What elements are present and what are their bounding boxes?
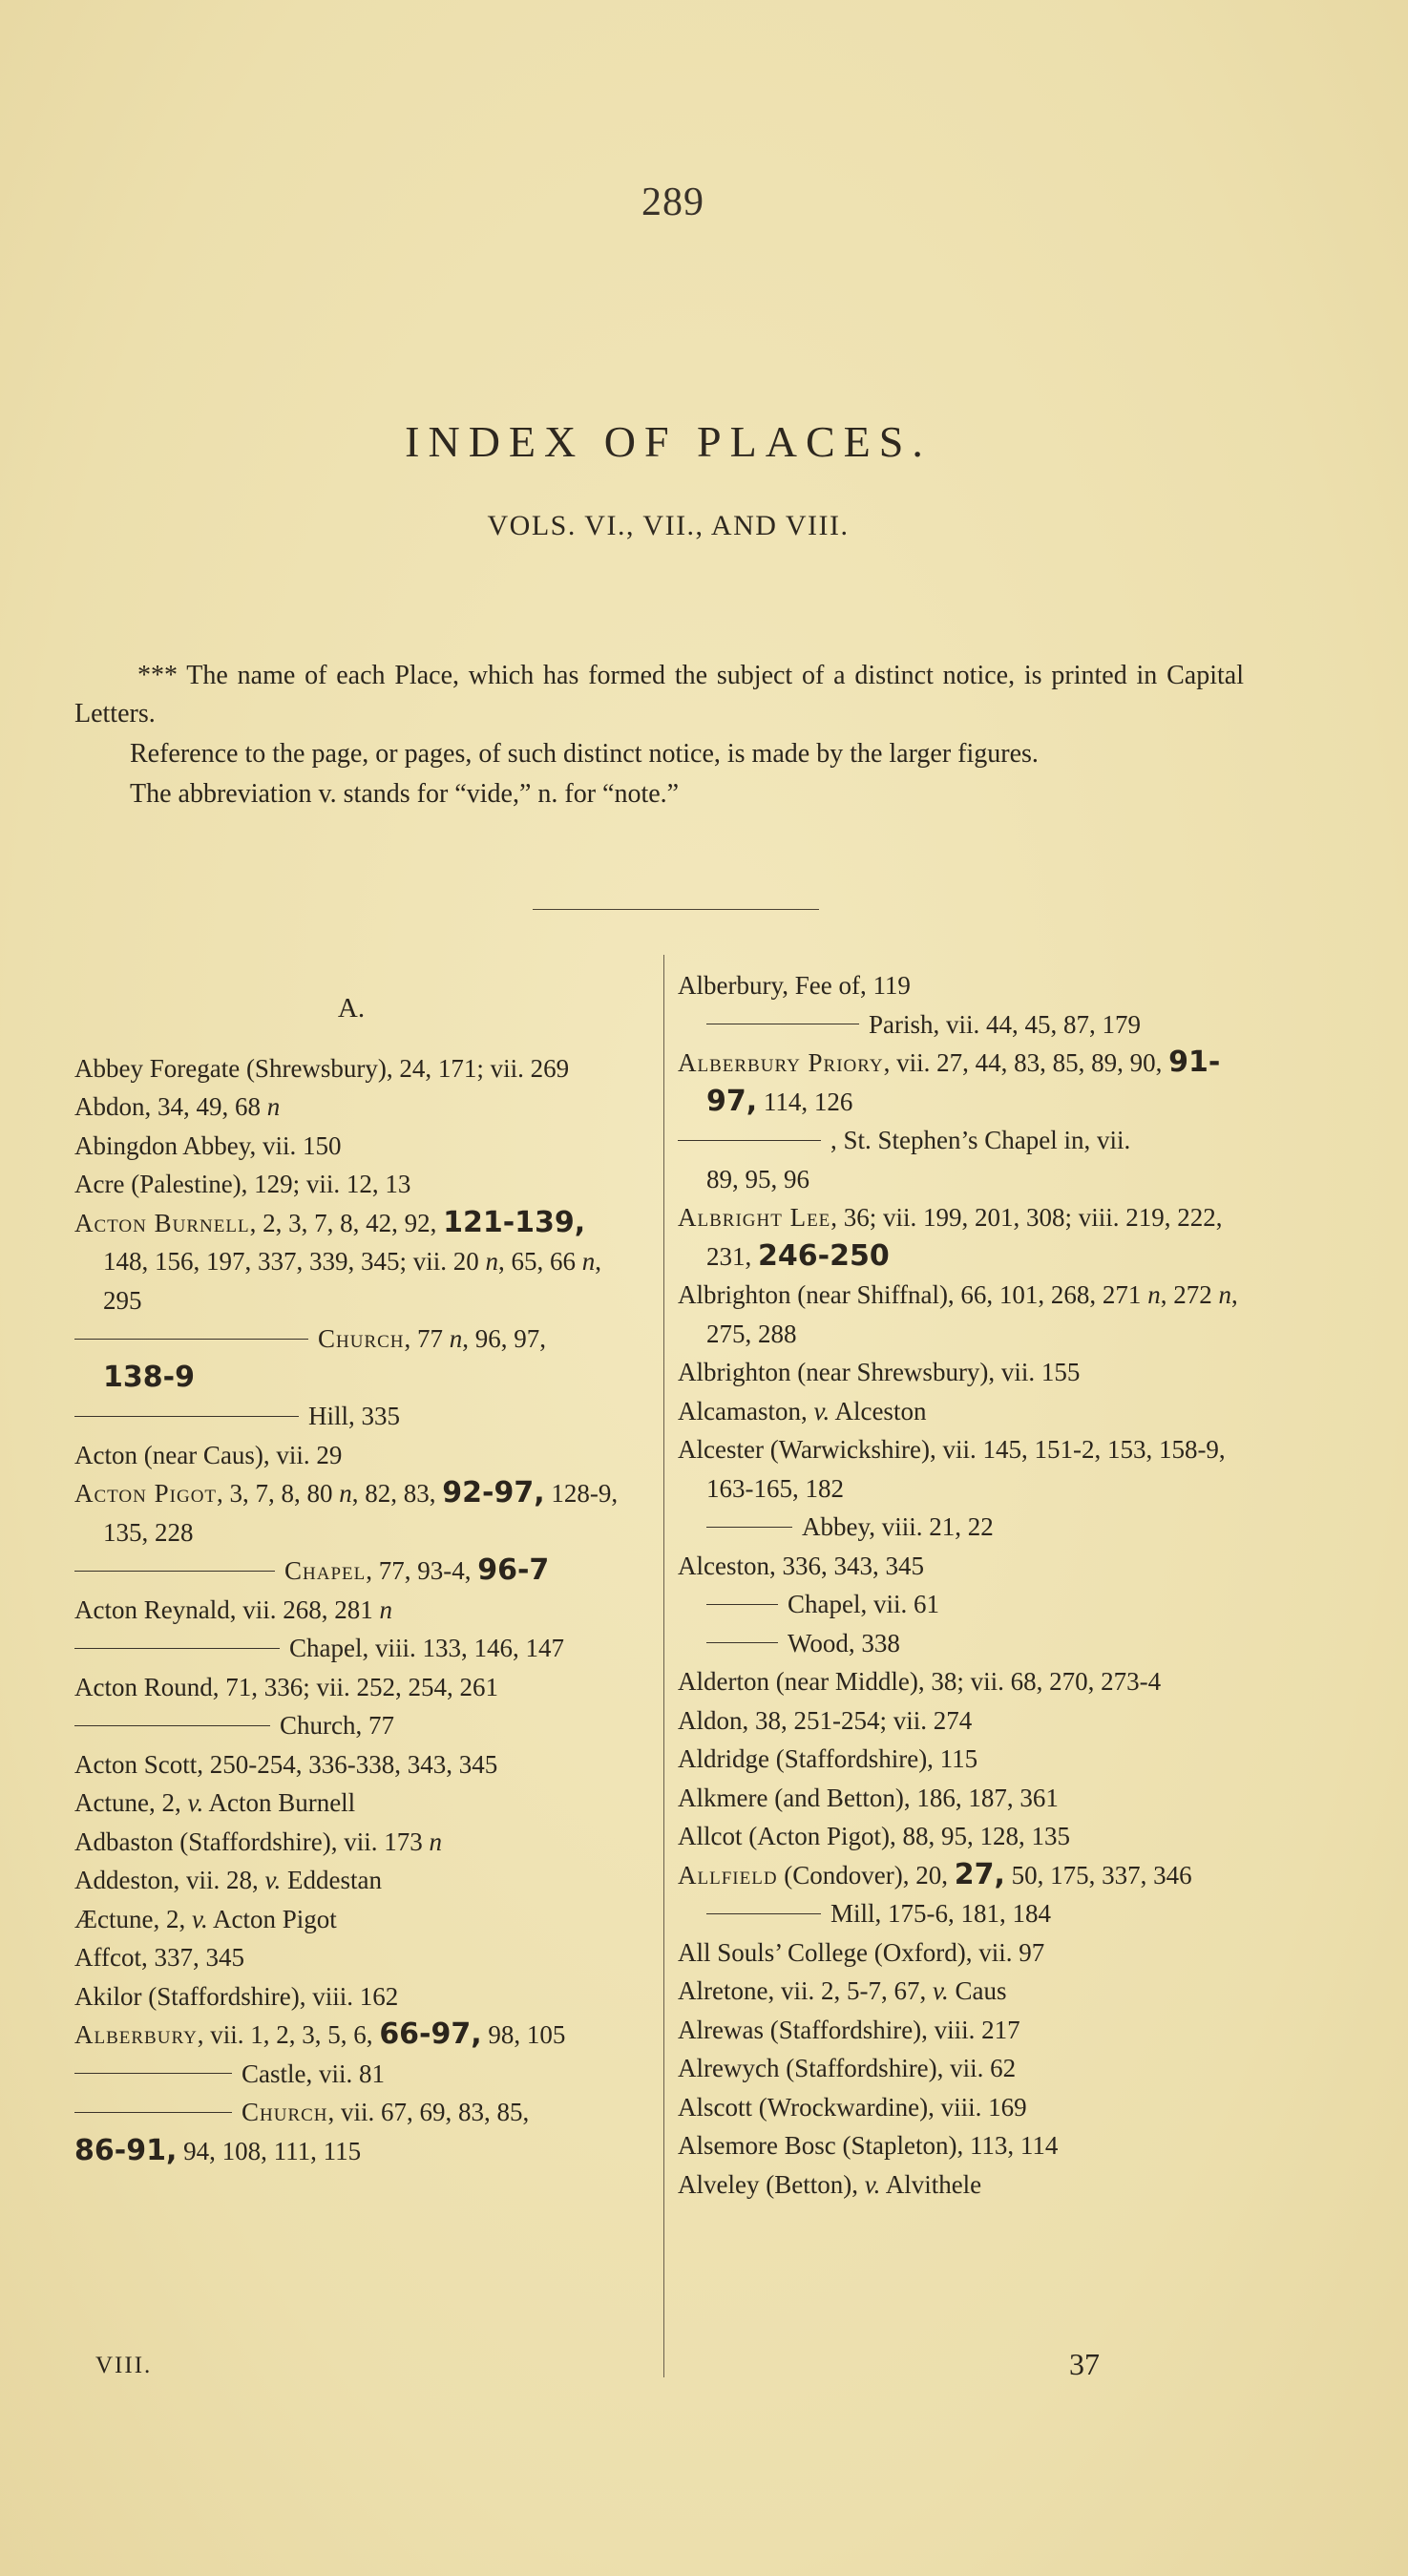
index-entry: Alberbury Priory, vii. 27, 44, 83, 85, 89, 90, 91-97, 114, 126: [678, 1045, 1221, 1118]
section-rule: [533, 909, 819, 910]
index-entry: Acton Scott, 250-254, 336-338, 343, 345: [74, 1749, 498, 1779]
index-sub-entry: Mill, 175-6, 181, 184: [678, 1894, 1241, 1933]
index-column-left: [74, 976, 628, 2170]
index-entry: Acton Burnell, 2, 3, 7, 8, 42, 92, 121-139, 148, 156, 197, 337, 339, 345; vii. 20 n, 65, 66 n, 295: [74, 1205, 602, 1315]
index-sub-entry: Hill, 335: [74, 1397, 628, 1436]
page-subtitle: VOLS. VI., VII., AND VIII.: [487, 510, 850, 541]
intro-note-3: The abbreviation v. stands for “vide,” n. for “note.”: [130, 779, 680, 809]
index-entry: Abingdon Abbey, vii. 150: [74, 1130, 342, 1160]
index-entry: Alcamaston, v. Alceston: [678, 1396, 927, 1425]
index-entry: Alveley (Betton), v. Alvithele: [678, 2169, 982, 2199]
index-entry: Alceston, 336, 343, 345: [678, 1551, 924, 1580]
index-entry: Acton (near Caus), vii. 29: [74, 1440, 343, 1469]
index-entry: Alkmere (and Betton), 186, 187, 361: [678, 1783, 1059, 1812]
index-column-right: [678, 966, 1241, 2204]
index-entry: 138-9: [103, 1360, 195, 1394]
index-entry: Alberbury, vii. 1, 2, 3, 5, 6, 66-97, 98, 105: [74, 2017, 566, 2051]
index-entry: Albrighton (near Shiffnal), 66, 101, 268, 271 n, 272 n, 275, 288: [678, 1280, 1238, 1348]
index-sub-entry: Chapel, viii. 133, 146, 147: [74, 1629, 628, 1668]
index-sub-entry: Chapel, 77, 93-4, 96-7: [74, 1552, 628, 1591]
index-entry: Aldridge (Staffordshire), 115: [678, 1744, 978, 1773]
signature-mark: VIII.: [95, 2353, 153, 2378]
index-entry: Actune, 2, v. Acton Burnell: [74, 1788, 356, 1817]
index-entry: 89, 95, 96: [706, 1164, 809, 1193]
index-sub-entry: Wood, 338: [678, 1624, 1241, 1663]
index-entry: Albrighton (near Shrewsbury), vii. 155: [678, 1358, 1081, 1386]
section-letter: A.: [337, 993, 366, 1024]
index-entry: Alscott (Wrockwardine), viii. 169: [678, 2092, 1027, 2122]
index-sub-entry: Parish, vii. 44, 45, 87, 179: [678, 1005, 1241, 1045]
intro-note-1: *** The name of each Place, which has formed the subject of a distinct notice, is printed in Capital Letters.: [74, 661, 1244, 728]
index-entry: Aldon, 38, 251-254; vii. 274: [678, 1705, 973, 1735]
index-entry: Abdon, 34, 49, 68 n: [74, 1092, 281, 1121]
index-entry: Alcester (Warwickshire), vii. 145, 151-2, 153, 158-9, 163-165, 182: [678, 1435, 1226, 1503]
index-entry: Addeston, vii. 28, v. Eddestan: [74, 1866, 382, 1894]
index-entry: Allcot (Acton Pigot), 88, 95, 128, 135: [678, 1822, 1070, 1850]
index-entry: Abbey Foregate (Shrewsbury), 24, 171; vii. 269: [74, 1053, 570, 1083]
index-entry: Alretone, vii. 2, 5-7, 67, v. Caus: [678, 1976, 1007, 2005]
intro-notes: [74, 657, 1244, 815]
column-divider: [663, 955, 664, 2377]
index-entry: Albright Lee, 36; vii. 199, 201, 308; viii. 219, 222, 231, 246-250: [678, 1203, 1223, 1273]
index-entry: Alrewych (Staffordshire), vii. 62: [678, 2054, 1017, 2082]
index-entry: All Souls’ College (Oxford), vii. 97: [678, 1937, 1045, 1967]
index-entry: Acre (Palestine), 129; vii. 12, 13: [74, 1170, 411, 1198]
intro-note-2: Reference to the page, or pages, of such distinct notice, is made by the larger figures.: [130, 739, 1039, 769]
index-entry: Acton Pigot, 3, 7, 8, 80 n, 82, 83, 92-97, 128-9, 135, 228: [74, 1476, 619, 1547]
index-entry: Alrewas (Staffordshire), viii. 217: [678, 2015, 1020, 2044]
index-sub-entry: Abbey, viii. 21, 22: [678, 1508, 1241, 1547]
index-entry: Adbaston (Staffordshire), vii. 173 n: [74, 1826, 442, 1856]
index-sub-entry: Chapel, vii. 61: [678, 1585, 1241, 1624]
catchword-number: 37: [1069, 2347, 1100, 2381]
index-entry: Affcot, 337, 345: [74, 1943, 244, 1972]
index-sub-entry: Church, 77: [74, 1706, 628, 1745]
index-entry: Alsemore Bosc (Stapleton), 113, 114: [678, 2131, 1059, 2160]
index-entry: Allfield (Condover), 20, 27, 50, 175, 337, 346: [678, 1857, 1192, 1891]
index-entry: 86-91, 94, 108, 111, 115: [74, 2133, 362, 2167]
index-entry: Alderton (near Middle), 38; vii. 68, 270, 273-4: [678, 1667, 1162, 1696]
index-sub-entry: , St. Stephen’s Chapel in, vii.: [678, 1121, 1241, 1160]
page-number: 289: [641, 180, 704, 224]
index-entry: Acton Reynald, vii. 268, 281 n: [74, 1594, 392, 1624]
index-entry: Acton Round, 71, 336; vii. 252, 254, 261: [74, 1672, 498, 1701]
index-sub-entry: Castle, vii. 81: [74, 2055, 628, 2094]
index-entry: Akilor (Staffordshire), viii. 162: [74, 1981, 399, 2011]
index-entry: Æctune, 2, v. Acton Pigot: [74, 1904, 337, 1933]
index-sub-entry: Church, 77 n, 96, 97,: [74, 1320, 628, 1359]
index-sub-entry: Church, vii. 67, 69, 83, 85,: [74, 2093, 628, 2132]
index-entry: Alberbury, Fee of, 119: [678, 971, 911, 1000]
page-title: INDEX OF PLACES.: [405, 417, 932, 466]
